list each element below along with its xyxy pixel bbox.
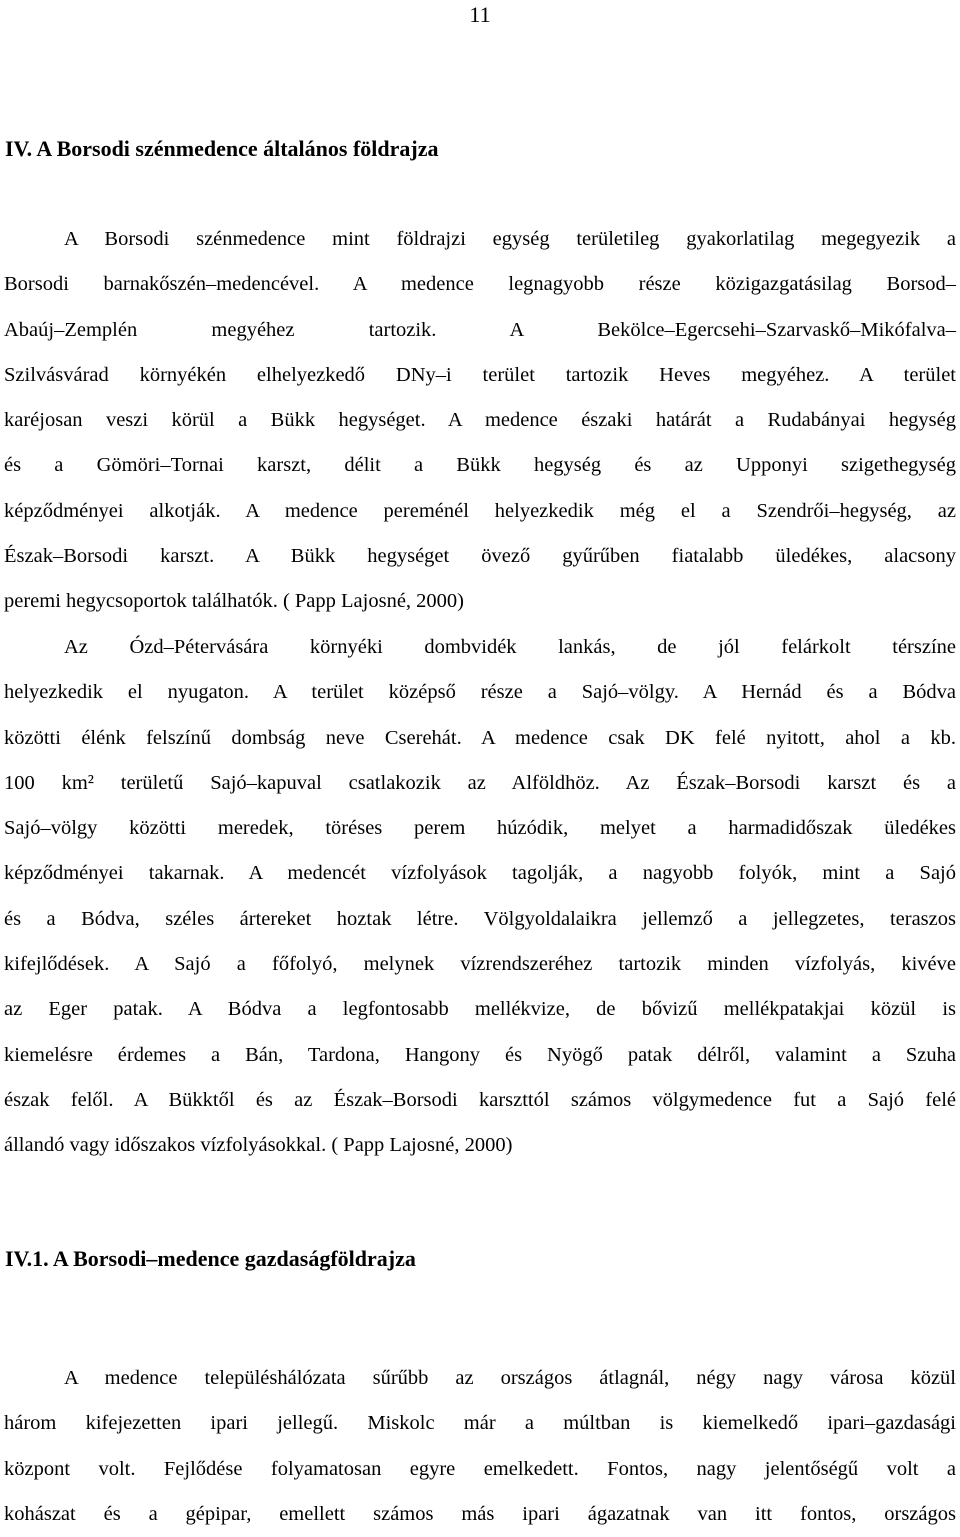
- paragraph-line: kohászat és a gépipar, emellett számos más ipari ágazatnak van itt fontos, országos: [4, 1502, 956, 1525]
- paragraph-line: karéjosan veszi körül a Bükk hegységet. A medence északi határát a Rudabányai hegység: [4, 409, 956, 432]
- paragraph-line: három kifejezetten ipari jellegű. Miskolc már a múltban is kiemelkedő ipari–gazdasági: [4, 1412, 956, 1435]
- subsection-heading: IV.1. A Borsodi–medence gazdaságföldrajza: [5, 1246, 416, 1271]
- page-number: 11: [469, 2, 491, 27]
- paragraph-line: 100 km² területű Sajó–kapuval csatlakozik az Alföldhöz. Az Észak–Borsodi karszt és a: [4, 771, 956, 794]
- paragraph-line: képződményei takarnak. A medencét vízfolyások tagolják, a nagyobb folyók, mint a Sajó: [4, 862, 956, 885]
- paragraph-line: Borsodi barnakőszén–medencével. A medence legnagyobb része közigazgatásilag Borsod–: [4, 273, 956, 296]
- paragraph-line: Szilvásvárad környékén elhelyezkedő DNy–i terület tartozik Heves megyéhez. A terület: [4, 363, 956, 386]
- paragraph-line: Az Ózd–Pétervására környéki dombvidék lankás, de jól felárkolt térszíne: [64, 636, 956, 658]
- paragraph-general-geography: [4, 217, 956, 625]
- paragraph-line: képződményei alkotják. A medence pereménél helyezkedik még el a Szendrői–hegység, az: [4, 499, 956, 522]
- paragraph-line: és a Gömöri–Tornai karszt, délit a Bükk hegység és az Upponyi szigethegység: [4, 454, 956, 477]
- paragraph-economic-geography: [4, 1356, 956, 1537]
- paragraph-line: észak felől. A Bükktől és az Észak–Borsodi karszttól számos völgymedence fut a Sajó felé: [4, 1088, 956, 1111]
- paragraph-line: kifejlődések. A Sajó a főfolyó, melynek vízrendszeréhez tartozik minden vízfolyás, kivéve: [4, 953, 956, 976]
- paragraph-line: központ volt. Fejlődése folyamatosan egyre emelkedett. Fontos, nagy jelentőségű volt a: [4, 1457, 956, 1480]
- paragraph-line: A Borsodi szénmedence mint földrajzi egység területileg gyakorlatilag megegyezik a: [64, 228, 956, 250]
- paragraph-line: helyezkedik el nyugaton. A terület középső része a Sajó–völgy. A Hernád és a Bódva: [4, 681, 956, 704]
- paragraph-line: közötti élénk felszínű dombság neve Cserehát. A medence csak DK felé nyitott, ahol a kb.: [4, 726, 956, 749]
- section-heading: IV. A Borsodi szénmedence általános földrajza: [5, 136, 439, 161]
- paragraph-line: és a Bódva, széles ártereket hoztak létre. Völgyoldalaikra jellemző a jellegzetes, teraszos: [4, 907, 956, 930]
- paragraph-line: Abaúj–Zemplén megyéhez tartozik. A Bekölce–Egercsehi–Szarvaskő–Mikófalva–: [4, 318, 956, 341]
- paragraph-line: állandó vagy időszakos vízfolyásokkal. ( Papp Lajosné, 2000): [4, 1134, 513, 1157]
- paragraph-line: A medence településhálózata sűrűbb az országos átlagnál, négy nagy városa közül: [64, 1367, 956, 1389]
- paragraph-line: Észak–Borsodi karszt. A Bükk hegységet övező gyűrűben fiatalabb üledékes, alacsony: [4, 545, 956, 568]
- paragraph-line: kiemelésre érdemes a Bán, Tardona, Hangony és Nyögő patak délről, valamint a Szuha: [4, 1043, 956, 1066]
- paragraph-line: Sajó–völgy közötti meredek, töréses perem húzódik, melyet a harmadidőszak üledékes: [4, 817, 956, 840]
- paragraph-line: peremi hegycsoportok találhatók. ( Papp Lajosné, 2000): [4, 590, 464, 613]
- paragraph-line: az Eger patak. A Bódva a legfontosabb mellékvize, de bővizű mellékpatakjai közül is: [4, 998, 956, 1021]
- paragraph-landscape: [4, 625, 956, 1169]
